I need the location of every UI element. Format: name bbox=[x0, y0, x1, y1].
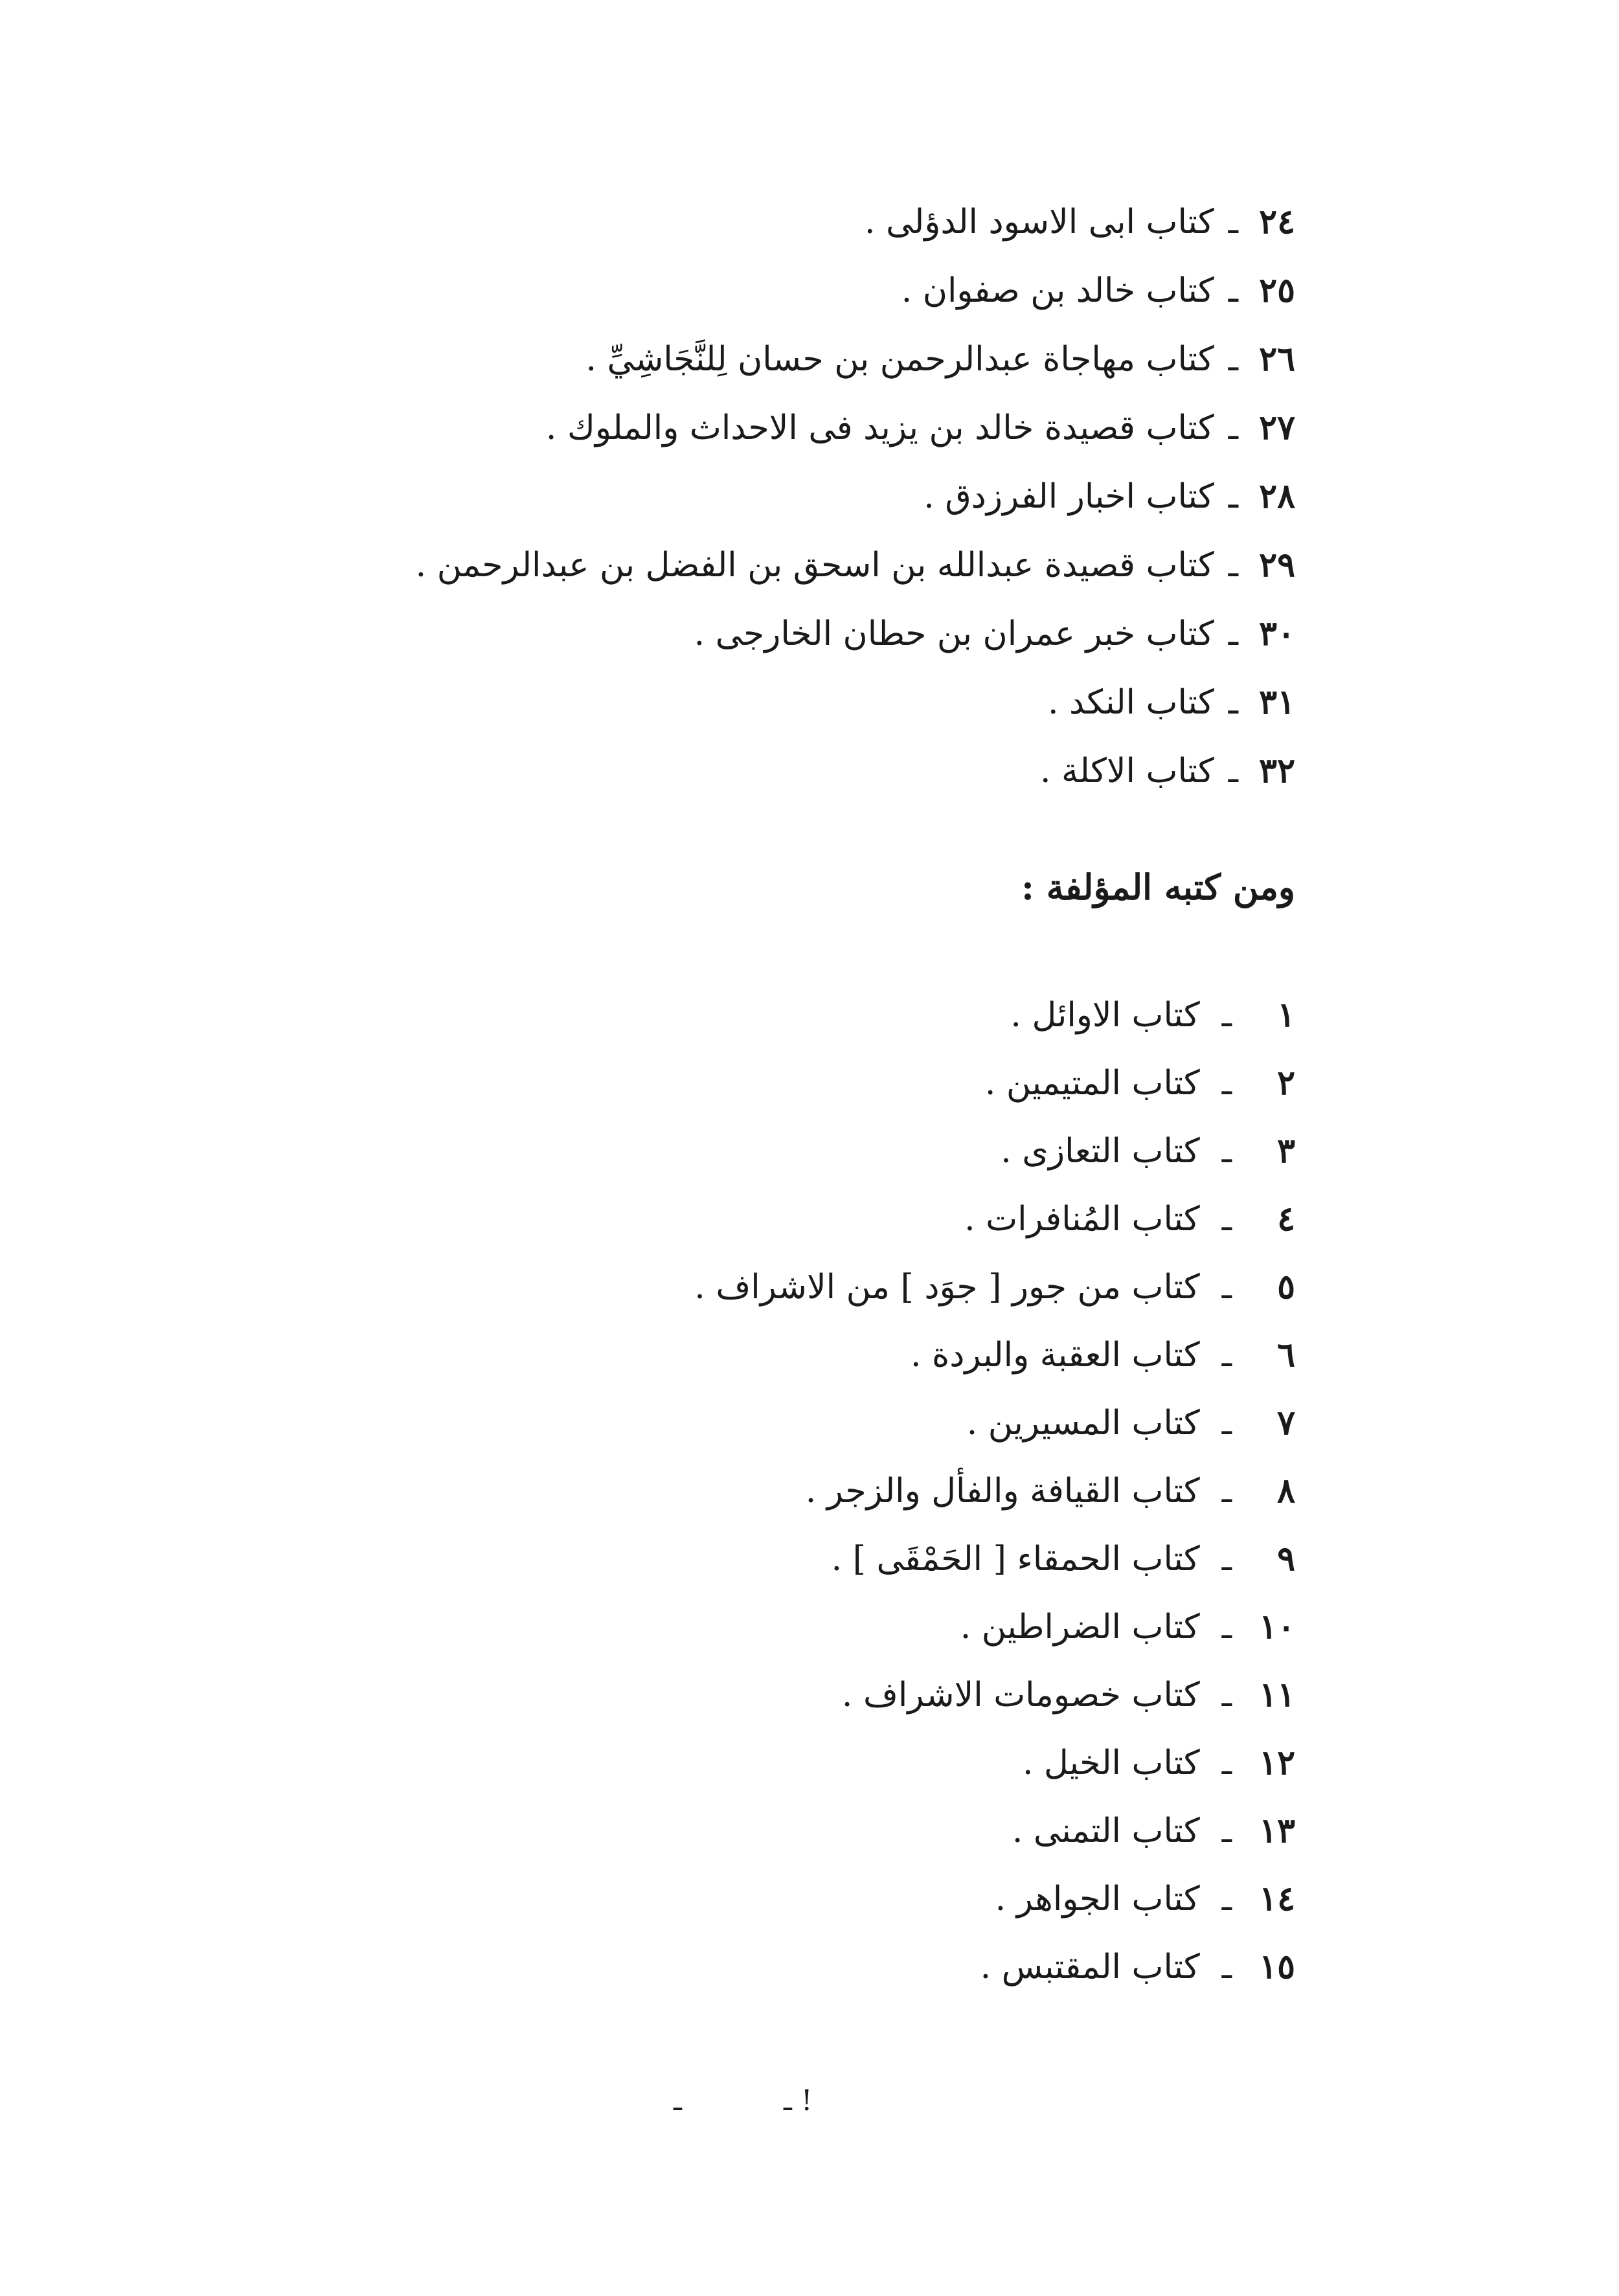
item-text: كتاب الجواهر . bbox=[995, 1880, 1200, 1919]
item-dash: ـ bbox=[1221, 1948, 1232, 1986]
item-dash: ـ bbox=[1228, 271, 1238, 310]
item-text: كتاب التمنى . bbox=[1012, 1812, 1200, 1851]
item-text: كتاب المُنافرات . bbox=[964, 1200, 1200, 1239]
list-item bbox=[259, 1525, 1295, 1593]
item-number: ٢٩ bbox=[1259, 545, 1295, 585]
item-number: ١٤ bbox=[1259, 1879, 1295, 1919]
item-number: ٣٢ bbox=[1259, 751, 1295, 791]
item-number: ٣ bbox=[1277, 1131, 1295, 1171]
list-item bbox=[259, 1933, 1295, 2001]
item-dash: ـ bbox=[1228, 683, 1238, 722]
list-item bbox=[259, 1389, 1295, 1457]
list-item bbox=[259, 1049, 1295, 1117]
footer-right-mark: ـ ! bbox=[784, 2084, 813, 2117]
item-number: ١٠ bbox=[1259, 1607, 1295, 1647]
list-item bbox=[259, 1117, 1295, 1185]
list-item bbox=[259, 1253, 1295, 1321]
list-item bbox=[259, 737, 1295, 805]
item-text: كتاب من جور [ جوَد ] من الاشراف . bbox=[694, 1268, 1200, 1307]
item-text: كتاب قصيدة خالد بن يزيد فى الاحداث والملوك . bbox=[545, 409, 1214, 447]
item-number: ٧ bbox=[1277, 1403, 1295, 1443]
item-number: ٣٠ bbox=[1259, 614, 1295, 653]
section-heading: ومن كتبه المؤلفة : bbox=[1021, 866, 1295, 908]
item-dash: ـ bbox=[1221, 1744, 1232, 1783]
list-item bbox=[259, 1661, 1295, 1729]
item-text: كتاب ابى الاسود الدؤلى . bbox=[865, 203, 1214, 242]
item-dash: ـ bbox=[1228, 203, 1238, 242]
item-dash: ـ bbox=[1221, 996, 1232, 1035]
item-number: ٤ bbox=[1277, 1199, 1295, 1239]
item-number: ١٣ bbox=[1259, 1811, 1295, 1851]
item-dash: ـ bbox=[1221, 1540, 1232, 1579]
item-number: ١ bbox=[1277, 995, 1295, 1035]
item-dash: ـ bbox=[1221, 1608, 1232, 1647]
item-number: ١١ bbox=[1259, 1675, 1295, 1715]
item-text: كتاب مهاجاة عبدالرحمن بن حسان لِلنَّجَاشِيِّ . bbox=[585, 340, 1214, 379]
item-dash: ـ bbox=[1228, 614, 1238, 653]
list-item bbox=[259, 462, 1295, 531]
list-item bbox=[259, 600, 1295, 668]
item-dash: ـ bbox=[1221, 1472, 1232, 1511]
item-number: ٢٤ bbox=[1259, 202, 1295, 242]
list-item bbox=[259, 1185, 1295, 1253]
list-item bbox=[259, 668, 1295, 737]
item-text: كتاب الضراطين . bbox=[960, 1608, 1200, 1647]
item-text: كتاب الخيل . bbox=[1023, 1744, 1200, 1783]
item-dash: ـ bbox=[1221, 1268, 1232, 1307]
item-dash: ـ bbox=[1221, 1336, 1232, 1375]
item-number: ٢ bbox=[1277, 1063, 1295, 1103]
item-number: ٢٨ bbox=[1259, 477, 1295, 516]
item-text: كتاب المتيمين . bbox=[984, 1064, 1200, 1103]
list-item bbox=[259, 1797, 1295, 1865]
list-item bbox=[259, 1457, 1295, 1525]
list-item bbox=[259, 1321, 1295, 1389]
item-number: ٨ bbox=[1277, 1471, 1295, 1511]
item-text: كتاب خصومات الاشراف . bbox=[841, 1676, 1200, 1715]
item-number: ٢٦ bbox=[1259, 339, 1295, 379]
list-item bbox=[259, 1865, 1295, 1933]
list-item bbox=[259, 1593, 1295, 1661]
item-text: كتاب قصيدة عبدالله بن اسحق بن الفضل بن عبدالرحمن . bbox=[415, 546, 1214, 585]
item-number: ٩ bbox=[1277, 1539, 1295, 1579]
list-item bbox=[259, 188, 1295, 256]
item-text: كتاب الحمقاء [ الحَمْقَى ] . bbox=[831, 1540, 1200, 1579]
item-dash: ـ bbox=[1221, 1880, 1232, 1919]
item-number: ١٥ bbox=[1259, 1947, 1295, 1986]
footer-left-mark: ـ bbox=[674, 2084, 682, 2117]
item-text: كتاب الاكلة . bbox=[1039, 752, 1214, 791]
item-dash: ـ bbox=[1228, 752, 1238, 791]
item-number: ٢٥ bbox=[1259, 271, 1295, 310]
item-text: كتاب المسيرين . bbox=[966, 1404, 1200, 1443]
book-list-authored bbox=[259, 981, 1295, 2001]
item-text: كتاب العقبة والبردة . bbox=[910, 1336, 1200, 1375]
item-text: كتاب اخبار الفرزدق . bbox=[923, 477, 1214, 516]
item-text: كتاب خبر عمران بن حطان الخارجى . bbox=[694, 614, 1214, 653]
item-dash: ـ bbox=[1228, 477, 1238, 516]
list-item bbox=[259, 394, 1295, 462]
list-item bbox=[259, 325, 1295, 394]
book-list-continued bbox=[259, 188, 1295, 805]
item-number: ٢٧ bbox=[1259, 408, 1295, 447]
item-dash: ـ bbox=[1228, 340, 1238, 379]
item-dash: ـ bbox=[1221, 1812, 1232, 1851]
list-item bbox=[259, 531, 1295, 600]
item-dash: ـ bbox=[1221, 1200, 1232, 1239]
item-number: ٣١ bbox=[1259, 682, 1295, 722]
item-text: كتاب النكد . bbox=[1047, 683, 1214, 722]
item-dash: ـ bbox=[1221, 1064, 1232, 1103]
item-text: كتاب القيافة والفأل والزجر . bbox=[805, 1472, 1200, 1511]
item-dash: ـ bbox=[1228, 546, 1238, 585]
list-item bbox=[259, 981, 1295, 1049]
item-number: ٦ bbox=[1277, 1335, 1295, 1375]
item-dash: ـ bbox=[1221, 1676, 1232, 1715]
list-item bbox=[259, 1729, 1295, 1797]
item-text: كتاب التعازى . bbox=[1001, 1132, 1200, 1171]
item-number: ١٢ bbox=[1259, 1743, 1295, 1783]
list-item bbox=[259, 256, 1295, 325]
page-footer bbox=[674, 2084, 855, 2117]
item-text: كتاب المقتبس . bbox=[980, 1948, 1200, 1986]
item-text: كتاب الاوائل . bbox=[1010, 996, 1200, 1035]
item-text: كتاب خالد بن صفوان . bbox=[901, 271, 1214, 310]
item-dash: ـ bbox=[1221, 1404, 1232, 1443]
item-dash: ـ bbox=[1228, 409, 1238, 447]
item-number: ٥ bbox=[1277, 1267, 1295, 1307]
item-dash: ـ bbox=[1221, 1132, 1232, 1171]
